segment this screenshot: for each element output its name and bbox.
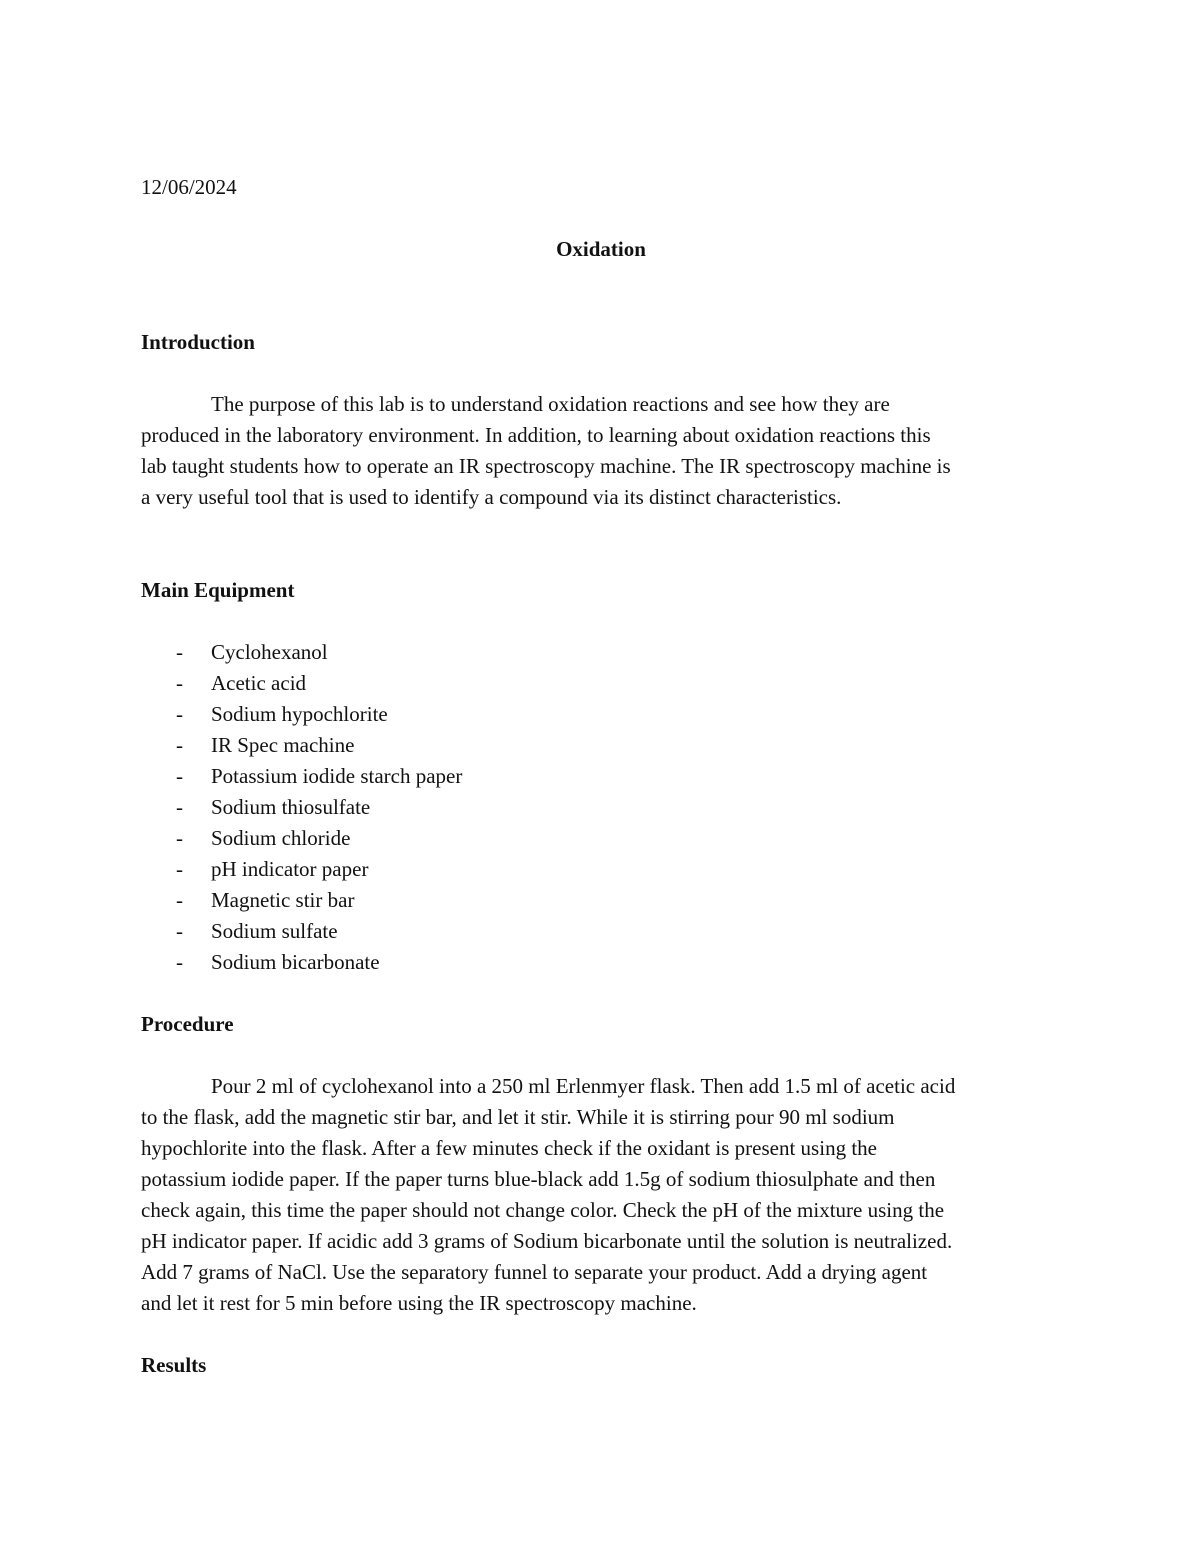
paragraph-line: check again, this time the paper should not change color. Check the pH of the mixture using the bbox=[141, 1198, 945, 1222]
document-title: Oxidation bbox=[556, 237, 646, 261]
list-item bbox=[141, 637, 1061, 668]
document-body bbox=[141, 172, 1061, 1381]
list-item bbox=[141, 730, 1061, 761]
list-item-text: Sodium thiosulfate bbox=[211, 795, 371, 819]
list-item-text: Potassium iodide starch paper bbox=[211, 764, 463, 788]
introduction-heading: Introduction bbox=[141, 330, 255, 354]
list-item bbox=[141, 916, 1061, 947]
paragraph-line: a very useful tool that is used to identify a compound via its distinct characteristics. bbox=[141, 485, 842, 509]
list-item-text: Sodium hypochlorite bbox=[211, 702, 388, 726]
list-item-text: Sodium bicarbonate bbox=[211, 950, 380, 974]
list-bullet: - bbox=[176, 795, 183, 819]
results-heading: Results bbox=[141, 1353, 207, 1377]
list-bullet: - bbox=[176, 702, 183, 726]
list-item-text: Cyclohexanol bbox=[211, 640, 328, 664]
paragraph-line: potassium iodide paper. If the paper turns blue-black add 1.5g of sodium thiosulphate and then bbox=[141, 1167, 936, 1191]
document-date: 12/06/2024 bbox=[141, 175, 237, 199]
list-bullet: - bbox=[176, 733, 183, 757]
list-bullet: - bbox=[176, 950, 183, 974]
introduction-paragraph bbox=[141, 389, 1061, 513]
procedure-heading: Procedure bbox=[141, 1012, 234, 1036]
list-item-text: pH indicator paper bbox=[211, 857, 369, 881]
paragraph-line: The purpose of this lab is to understand oxidation reactions and see how they are bbox=[211, 392, 890, 416]
list-item bbox=[141, 761, 1061, 792]
paragraph-line: produced in the laboratory environment. In addition, to learning about oxidation reactions this bbox=[141, 423, 931, 447]
list-bullet: - bbox=[176, 764, 183, 788]
list-bullet: - bbox=[176, 671, 183, 695]
list-item bbox=[141, 668, 1061, 699]
list-bullet: - bbox=[176, 640, 183, 664]
list-item-text: Sodium chloride bbox=[211, 826, 351, 850]
paragraph-line: pH indicator paper. If acidic add 3 grams of Sodium bicarbonate until the solution is neutralized. bbox=[141, 1229, 953, 1253]
paragraph-line: hypochlorite into the flask. After a few minutes check if the oxidant is present using the bbox=[141, 1136, 877, 1160]
list-bullet: - bbox=[176, 919, 183, 943]
paragraph-line: Pour 2 ml of cyclohexanol into a 250 ml Erlenmyer flask. Then add 1.5 ml of acetic acid bbox=[211, 1074, 956, 1098]
procedure-paragraph bbox=[141, 1071, 1061, 1319]
list-item-text: IR Spec machine bbox=[211, 733, 355, 757]
paragraph-line: lab taught students how to operate an IR spectroscopy machine. The IR spectroscopy machine is bbox=[141, 454, 951, 478]
list-item bbox=[141, 947, 1061, 978]
list-item bbox=[141, 823, 1061, 854]
list-item-text: Sodium sulfate bbox=[211, 919, 338, 943]
list-bullet: - bbox=[176, 826, 183, 850]
equipment-list bbox=[141, 637, 1061, 978]
equipment-heading: Main Equipment bbox=[141, 578, 295, 602]
paragraph-line: Add 7 grams of NaCl. Use the separatory funnel to separate your product. Add a drying agent bbox=[141, 1260, 928, 1284]
list-item-text: Magnetic stir bar bbox=[211, 888, 355, 912]
list-item bbox=[141, 792, 1061, 823]
list-item bbox=[141, 699, 1061, 730]
list-bullet: - bbox=[176, 857, 183, 881]
list-item bbox=[141, 854, 1061, 885]
list-item bbox=[141, 885, 1061, 916]
list-item-text: Acetic acid bbox=[211, 671, 307, 695]
paragraph-line: and let it rest for 5 min before using the IR spectroscopy machine. bbox=[141, 1291, 697, 1315]
paragraph-line: to the flask, add the magnetic stir bar, and let it stir. While it is stirring pour 90 ml sodium bbox=[141, 1105, 895, 1129]
list-bullet: - bbox=[176, 888, 183, 912]
